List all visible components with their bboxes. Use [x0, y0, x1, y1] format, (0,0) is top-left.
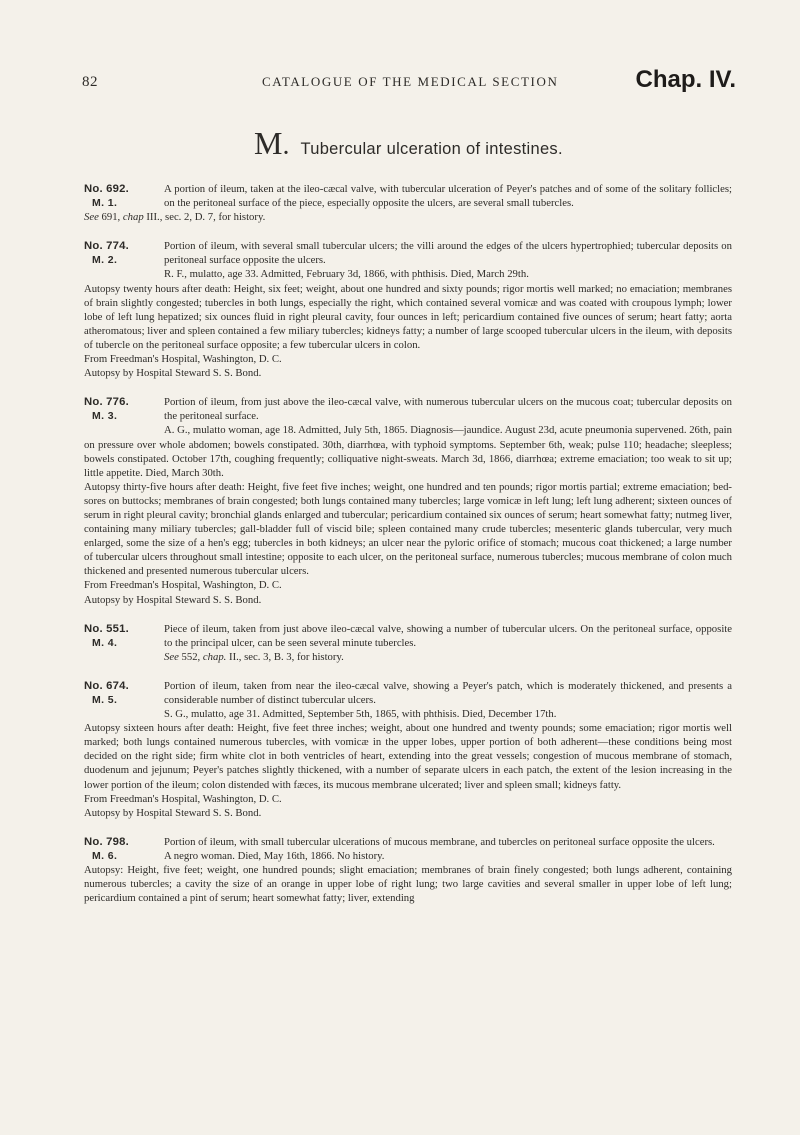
category-code: M. 4.	[92, 636, 118, 649]
category-code: M. 1.	[92, 197, 118, 210]
patient-history: S. G., mulatto, age 31. Admitted, September 5th, 1865, with phthisis. Died, December 17th.	[164, 708, 557, 721]
specimen-number: No. 674.	[84, 679, 129, 692]
history-reference: See 691, chap III., sec. 2, D. 7, for history.	[84, 211, 266, 224]
specimen-number: No. 692.	[84, 183, 129, 195]
catalogue-entry	[84, 395, 732, 606]
category-code: M. 3.	[92, 410, 118, 423]
specimen-description: A portion of ileum, taken at the ileo-cæcal valve, with tubercular ulceration of Peyer's patches and of some of the solitary follicles; on the peritoneal surface of the piece, especially opposite the ulcers, are several small tubercles.	[164, 183, 732, 210]
catalogue-entry	[84, 239, 732, 380]
catalogue-entries	[84, 182, 732, 920]
patient-history: R. F., mulatto, age 33. Admitted, February 3d, 1866, with phthisis. Died, March 29th.	[164, 268, 529, 281]
category-code: M. 2.	[92, 254, 118, 267]
autopsy-findings: Autopsy twenty hours after death: Height, six feet; weight, about one hundred and sixty pounds; rigor mortis well marked; no emaciation; membranes of brain slightly congested; tubercles in both lungs, especially the right, which contained several vomicæ and was coated with croupous lymph; lower lobe of left lung hepatized; six ounces fluid in right pleural cavity, four ounces in left; pericardium contained five ounces of serum; heart fatty; aorta atheromatous; liver and spleen contained a few miliary tubercles; kidneys fatty; a number of large scooped tubercular ulcers in the ileum, with deposits of tubercle on the peritoneal surface opposite; a few tubercular ulcers in colon.	[84, 282, 732, 351]
autopsy-credit: Autopsy by Hospital Steward S. S. Bond.	[84, 593, 262, 606]
autopsy-findings: Autopsy sixteen hours after death: Height, five feet three inches; weight, about one hundred and twenty pounds; some emaciation; rigor mortis well marked; both lungs contained numerous tubercles, with vomicæ in the upper lobes, upper portion of both adherent—these conditions being most decided on the right side; firm white clot in both ventricles of heart, extending into the great vessels; congestion of mucous membrane of stomach, duodenum and jejunum; Peyer's patches slightly thickened, with a number of separate ulcers in each patch, the extent of the lesion increasing in the lower portion of the ileum; colon distended with fæces, its mucous membrane ulcerated; liver and spleen small; kidneys fatty.	[84, 722, 732, 791]
catalogue-entry	[84, 679, 732, 820]
specimen-description: Portion of ileum, taken from near the ileo-cæcal valve, showing a Peyer's patch, which is moderately thickened, and presents a considerable number of distinct tubercular ulcers.	[164, 679, 732, 706]
autopsy-credit: Autopsy by Hospital Steward S. S. Bond.	[84, 806, 262, 819]
page-number: 82	[82, 74, 98, 90]
specimen-number: No. 774.	[84, 240, 129, 253]
category-code: M. 6.	[92, 849, 118, 862]
catalogue-entry	[84, 835, 732, 905]
category-code: M. 5.	[92, 694, 118, 706]
specimen-description: Portion of ileum, with several small tubercular ulcers; the villi around the edges of the ulcers hypertrophied; tubercular deposits on peritoneal surface opposite the ulcers.	[164, 240, 732, 267]
hospital-source: From Freedman's Hospital, Washington, D. C.	[84, 579, 282, 592]
section-title-text: Tubercular ulceration of intestines.	[300, 140, 563, 158]
specimen-number: No. 798.	[84, 835, 129, 848]
patient-history: A. G., mulatto woman, age 18. Admitted, July 5th, 1865. Diagnosis—jaundice. August 23d, acute pneumonia supervened. 26th, pain on pressure over whole abdomen; bowels constipated. 30th, diarrhœa, with typhoid symptoms. September 6th, weak; pulse 110; headache; sleepless; bowels constipated. October 17th, coughing frequently; colliquative night-sweats. March 3d, 1866, diarrhœa; extreme emaciation; too weak to sit up; little appetite. Died, March 30th.	[84, 424, 732, 479]
hospital-source: From Freedman's Hospital, Washington, D. C.	[84, 353, 282, 366]
section-dot: .	[283, 137, 289, 159]
running-title: CATALOGUE OF THE MEDICAL SECTION	[262, 74, 559, 89]
autopsy-findings: Autopsy thirty-five hours after death: Height, five feet five inches; weight, one hundred and ten pounds; rigor mortis partial; extreme emaciation; bed-sores on buttocks; membranes of brain congested; both lungs contained many tubercles; large vomicæ in left lung; left lung adherent; sixteen ounces of serum in right pleural cavity; bronchial glands enlarged and tubercular; pericardium contained six ounces of serum; heart somewhat fatty; nutmeg liver, containing many miliary tubercles; gall-bladder full of viscid bile; spleen contained many crude tubercles; mesenteric glands tubercular, very much enlarged, some the size of a hen's egg; tubercles in both kidneys; an ulcer near the pyloric orifice of stomach; mucous coat thickened; a large number of tubercular ulcers throughout small intestine; opposite to each ulcer, on the peritoneal surface, numerous tubercles; mucous membrane of colon much thickened and presented numerous tubercular ulcers.	[84, 480, 732, 578]
specimen-description: Piece of ileum, taken from just above ileo-cæcal valve, showing a number of tubercular ulcers. On the peritoneal surface, opposite to the principal ulcer, can be seen several minute tubercles.	[164, 622, 732, 649]
section-letter: M	[254, 125, 284, 161]
patient-history: A negro woman. Died, May 16th, 1866. No history.	[164, 849, 385, 862]
page-header	[0, 66, 800, 106]
autopsy-findings: Autopsy: Height, five feet; weight, one hundred pounds; slight emaciation; membranes of brain finely congested; both lungs adherent, containing numerous tubercles; a cavity the size of an orange in upper lobe of right lung; two large cavities and several smaller in upper lobe of left lung; pericardium contained a pint of serum; heart somewhat fatty; liver, extending	[84, 864, 732, 905]
autopsy-credit: Autopsy by Hospital Steward S. S. Bond.	[84, 367, 262, 380]
section-heading	[254, 125, 563, 162]
chapter-label: Chap. IV.	[635, 66, 736, 93]
specimen-description: Portion of ileum, from just above the ileo-cæcal valve, with numerous tubercular ulcers on the mucous coat; tubercular deposits on the peritoneal surface.	[164, 396, 732, 423]
specimen-number: No. 776.	[84, 396, 129, 409]
specimen-number: No. 551.	[84, 622, 129, 635]
history-reference: See 552, chap. II., sec. 3, B. 3, for history.	[164, 650, 344, 663]
catalogue-entry	[84, 622, 732, 664]
catalogue-entry	[84, 182, 732, 224]
specimen-description: Portion of ileum, with small tubercular ulcerations of mucous membrane, and tubercles on peritoneal surface opposite the ulcers.	[164, 835, 715, 848]
hospital-source: From Freedman's Hospital, Washington, D. C.	[84, 792, 282, 805]
